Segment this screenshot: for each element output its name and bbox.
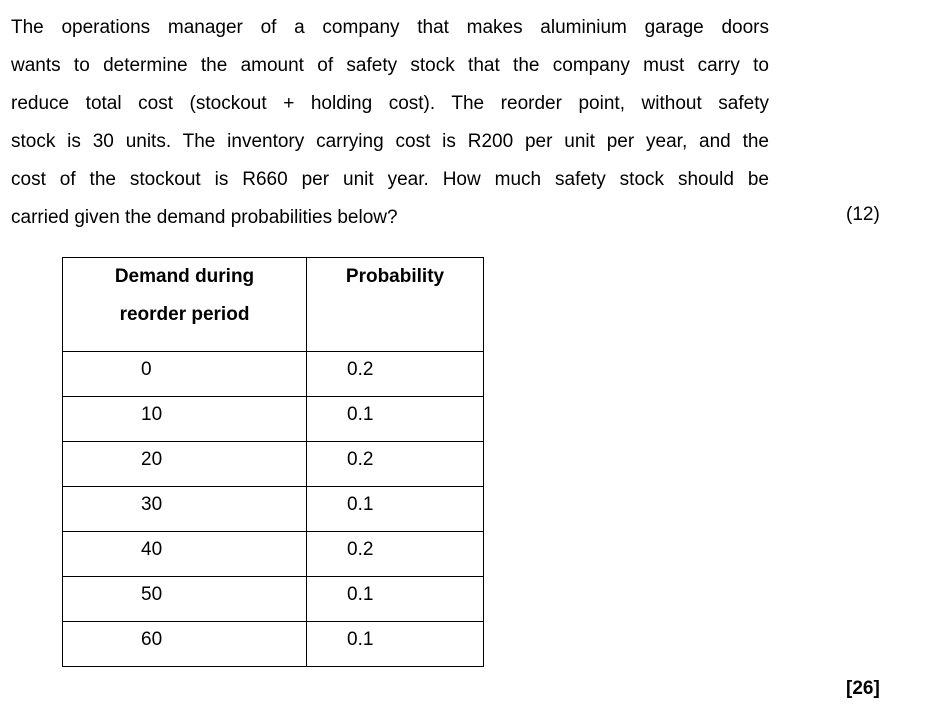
question-text bbox=[11, 9, 769, 237]
probability-cell: 0.1 bbox=[307, 622, 484, 667]
header-demand-line: Demand during bbox=[114, 266, 255, 287]
probability-cell: 0.1 bbox=[307, 397, 484, 442]
demand-cell: 40 bbox=[63, 532, 307, 577]
question-line: The operations manager of a company that makes aluminium garage doors bbox=[11, 17, 769, 38]
question-marks: (12) bbox=[846, 204, 880, 225]
demand-cell: 0 bbox=[63, 352, 307, 397]
demand-probability-table bbox=[62, 257, 484, 667]
table-row bbox=[63, 352, 484, 397]
header-demand-line: reorder period bbox=[119, 304, 250, 325]
probability-cell: 0.2 bbox=[307, 442, 484, 487]
demand-cell: 10 bbox=[63, 397, 307, 442]
table-row bbox=[63, 442, 484, 487]
header-demand bbox=[63, 258, 307, 352]
question-line: wants to determine the amount of safety stock that the company must carry to bbox=[11, 55, 769, 76]
header-probability bbox=[307, 258, 484, 352]
table-row bbox=[63, 397, 484, 442]
header-probability-label: Probability bbox=[345, 266, 445, 287]
probability-cell: 0.1 bbox=[307, 577, 484, 622]
table-row bbox=[63, 487, 484, 532]
question-line: reduce total cost (stockout + holding cost). The reorder point, without safety bbox=[11, 93, 769, 114]
table-header-row bbox=[63, 258, 484, 352]
question-line: cost of the stockout is R660 per unit year. How much safety stock should be bbox=[11, 169, 769, 190]
demand-cell: 20 bbox=[63, 442, 307, 487]
demand-cell: 50 bbox=[63, 577, 307, 622]
demand-cell: 60 bbox=[63, 622, 307, 667]
table-row bbox=[63, 532, 484, 577]
probability-cell: 0.2 bbox=[307, 352, 484, 397]
demand-cell: 30 bbox=[63, 487, 307, 532]
table-row bbox=[63, 577, 484, 622]
probability-cell: 0.1 bbox=[307, 487, 484, 532]
question-line: stock is 30 units. The inventory carrying cost is R200 per unit per year, and the bbox=[11, 131, 769, 152]
total-marks: [26] bbox=[846, 678, 880, 699]
question-line: carried given the demand probabilities below? bbox=[11, 207, 398, 228]
probability-cell: 0.2 bbox=[307, 532, 484, 577]
table-row bbox=[63, 622, 484, 667]
